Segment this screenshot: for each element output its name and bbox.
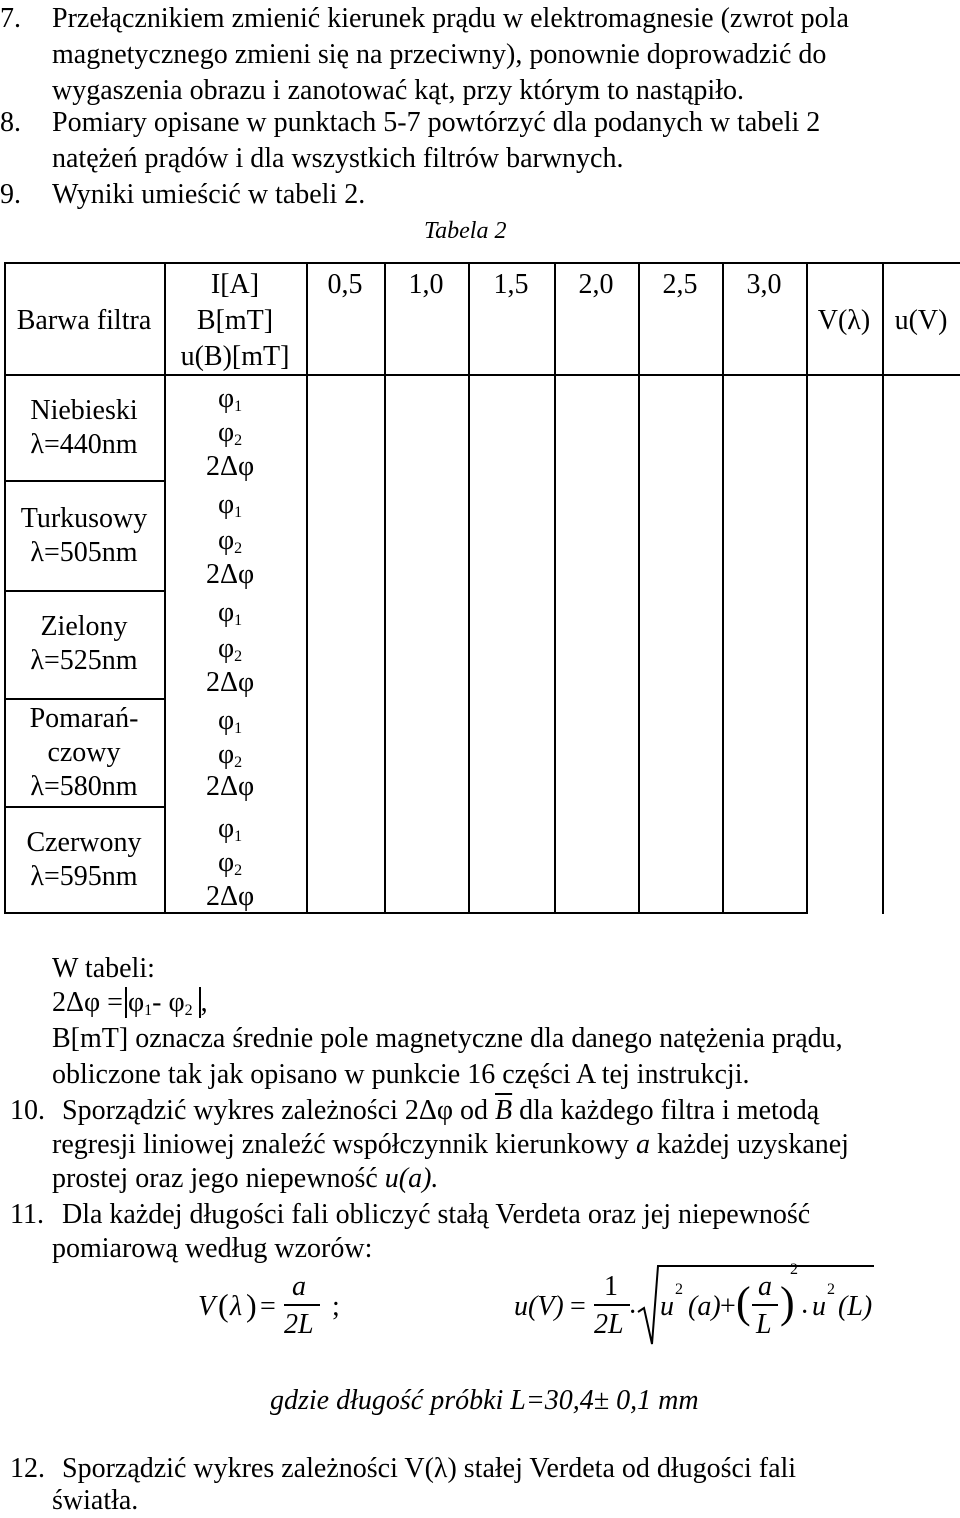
filter-row-separator [4, 480, 164, 482]
table-border-left [4, 262, 6, 914]
header-field: B[mT] [196, 305, 274, 336]
current-value: 0,5 [327, 269, 363, 300]
phi1-label: $\varphi_1$ [218, 597, 243, 629]
column-separator [554, 262, 556, 914]
header-filter: Barwa filtra [16, 305, 152, 336]
column-separator [306, 262, 308, 914]
phi1-label: $\varphi_1$ [218, 813, 243, 845]
step-text-line: natężeń prądów i dla wszystkich filtrów barwnych. [52, 143, 624, 174]
step-text-line: prostej oraz jego niepewność u(a). [52, 1163, 439, 1194]
notes-b-line: B[mT] oznacza średnie pole magnetyczne dla danego natężenia prądu, [52, 1023, 843, 1054]
notes-formula: $2\Delta\varphi = \varphi_1-$ $\varphi_2$ , [52, 987, 208, 1019]
notes-b-line: obliczone tak jak opisano w punkcie 16 części A tej instrukcji. [52, 1059, 750, 1090]
filter-wavelength: λ=525nm [30, 645, 138, 676]
phi2-label: $\varphi_2$ [218, 739, 243, 771]
step-number: 11. [10, 1199, 44, 1230]
filter-wavelength: λ=505nm [30, 537, 138, 568]
filter-wavelength: λ=595nm [30, 861, 138, 892]
current-value: 1,5 [493, 269, 529, 300]
header-field-uncertainty: u(B)[mT] [180, 341, 290, 372]
results-table [4, 262, 960, 914]
filter-row-separator [4, 590, 164, 592]
current-value: 2,5 [662, 269, 698, 300]
notes-intro: W tabeli: [52, 953, 155, 984]
filter-name: Zielony [40, 611, 128, 642]
column-separator [638, 262, 640, 914]
table-border-bottom [4, 912, 808, 914]
step-number: 10. [10, 1095, 45, 1126]
current-value: 2,0 [578, 269, 614, 300]
current-value: 3,0 [746, 269, 782, 300]
delta-phi-label: 2Δφ [206, 559, 255, 590]
table-caption: Tabela 2 [424, 218, 507, 244]
filter-wavelength: λ=580nm [30, 771, 138, 802]
phi2-label: $\varphi_2$ [218, 417, 243, 449]
delta-phi-label: 2Δφ [206, 667, 255, 698]
phi1-label: $\varphi_1$ [218, 383, 243, 415]
filter-name: Pomarań- [29, 703, 139, 734]
header-current: I[A] [210, 269, 260, 300]
column-separator [384, 262, 386, 914]
step-text-line: regresji liniowej znaleźć współczynnik kierunkowy a każdej uzyskanej [52, 1129, 849, 1160]
step-text-line: Sporządzić wykres zależności 2Δφ od $\overline{B}$ dla każdego filtra i metodą [62, 1095, 820, 1126]
step-text-line: światła. [52, 1485, 139, 1516]
delta-phi-label: 2Δφ [206, 451, 255, 482]
step-text-line: Sporządzić wykres zależności V(λ) stałej Verdeta od długości fali [62, 1453, 797, 1484]
step-number: 9. [0, 179, 21, 210]
step-number: 7. [0, 3, 21, 34]
phi2-label: $\varphi_2$ [218, 633, 243, 665]
step-text-line: Przełącznikiem zmienić kierunek prądu w elektromagnesie (zwrot pola [52, 3, 849, 34]
table-border-top [4, 262, 960, 264]
phi1-label: $\varphi_1$ [218, 705, 243, 737]
b-mean-symbol: $\overline{B}$ [495, 1095, 513, 1126]
column-separator [722, 262, 724, 914]
phi2-label: $\varphi_2$ [218, 525, 243, 557]
step-text-line: wygaszenia obrazu i zanotować kąt, przy którym to nastąpiło. [52, 75, 744, 106]
sample-length-note: gdzie długość próbki L=30,4± 0,1 mm [270, 1385, 699, 1416]
current-value: 1,0 [408, 269, 444, 300]
column-separator [882, 262, 884, 914]
filter-name: Czerwony [26, 827, 142, 858]
step-number: 8. [0, 107, 21, 138]
column-separator [806, 262, 808, 914]
filter-name: Niebieski [30, 395, 138, 426]
step-text-line: magnetycznego zmieni się na przeciwny), ponownie doprowadzić do [52, 39, 827, 70]
phi2-label: $\varphi_2$ [218, 847, 243, 879]
delta-phi-label: 2Δφ [206, 771, 255, 802]
step-text-line: Wyniki umieścić w tabeli 2. [52, 179, 366, 210]
step-number: 12. [10, 1453, 45, 1484]
header-verdet-uncertainty: u(V) [894, 305, 948, 336]
delta-phi-label: 2Δφ [206, 881, 255, 912]
filter-row-separator [4, 698, 164, 700]
header-verdet: V(λ) [817, 305, 871, 336]
step-text-line: pomiarową według wzorów: [52, 1233, 373, 1264]
header-separator [4, 374, 960, 376]
step-text-line: Dla każdej długości fali obliczyć stałą Verdeta oraz jej niepewność [62, 1199, 811, 1230]
phi1-label: $\varphi_1$ [218, 489, 243, 521]
column-separator [468, 262, 470, 914]
filter-row-separator [4, 806, 164, 808]
filter-name: Turkusowy [20, 503, 148, 534]
filter-name-cont: czowy [47, 737, 121, 768]
filter-wavelength: λ=440nm [30, 429, 138, 460]
step-text-line: Pomiary opisane w punktach 5-7 powtórzyć dla podanych w tabeli 2 [52, 107, 821, 138]
